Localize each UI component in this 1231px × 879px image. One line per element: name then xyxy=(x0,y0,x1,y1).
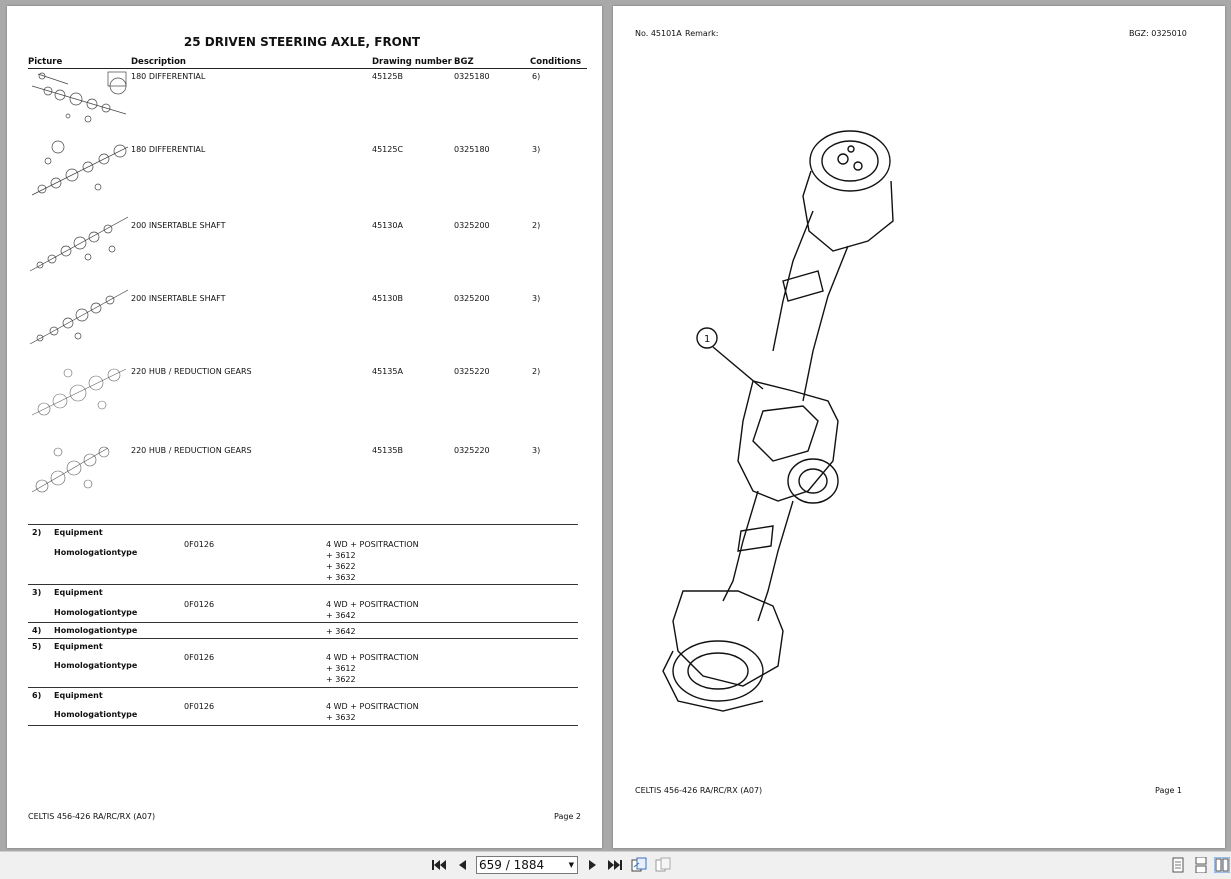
fit-width-icon[interactable] xyxy=(654,856,672,874)
row-bgz: 0325220 xyxy=(454,446,490,455)
two-page-view-icon[interactable] xyxy=(1214,857,1230,873)
row-drawing-number: 45125C xyxy=(372,145,404,154)
first-page-icon[interactable] xyxy=(430,856,448,874)
row-condition: 3) xyxy=(532,145,541,154)
page-title: 25 DRIVEN STEERING AXLE, FRONT xyxy=(183,35,421,49)
bgz-label: BGZ: 0325010 xyxy=(1129,29,1187,38)
exploded-differential-thumbnail[interactable] xyxy=(28,64,130,126)
callout-number: 1 xyxy=(704,334,711,345)
condition-value: 4 WD + POSITRACTION xyxy=(326,540,419,549)
condition-homologation-label: Homologationtype xyxy=(54,626,138,635)
condition-equipment-label: Equipment xyxy=(54,528,103,537)
footer-page-number: Page 1 xyxy=(1155,786,1182,795)
condition-homologation-label: Homologationtype xyxy=(54,548,138,557)
row-drawing-number: 45135A xyxy=(372,367,403,376)
col-header-drawing-number: Drawing number xyxy=(372,57,452,67)
row-description: 220 HUB / REDUCTION GEARS xyxy=(131,446,252,455)
last-page-icon[interactable] xyxy=(606,856,624,874)
footer-page-number: Page 2 xyxy=(554,812,581,821)
exploded-differential-thumbnail[interactable] xyxy=(28,137,130,199)
condition-value: 4 WD + POSITRACTION xyxy=(326,653,419,662)
single-page-view-icon[interactable] xyxy=(1171,857,1185,873)
page-indicator: 659 / 1884 xyxy=(479,858,545,872)
row-description: 200 INSERTABLE SHAFT xyxy=(131,221,226,230)
col-header-conditions: Conditions xyxy=(530,57,582,67)
fit-page-icon[interactable] xyxy=(630,856,648,874)
condition-value: + 3642 xyxy=(326,611,356,620)
condition-value: + 3632 xyxy=(326,713,356,722)
condition-number: 6) xyxy=(32,691,42,700)
table-row[interactable] xyxy=(7,367,602,437)
condition-value: 4 WD + POSITRACTION xyxy=(326,702,419,711)
condition-code: 0F0126 xyxy=(184,653,215,662)
table-row[interactable] xyxy=(7,72,602,142)
table-row[interactable] xyxy=(7,221,602,291)
row-condition: 2) xyxy=(532,367,541,376)
condition-equipment-label: Equipment xyxy=(54,642,103,651)
insertable-shaft-thumbnail[interactable] xyxy=(28,286,130,348)
next-page-icon[interactable] xyxy=(584,856,602,874)
table-row[interactable] xyxy=(7,294,602,364)
condition-homologation-label: Homologationtype xyxy=(54,608,138,617)
footer-model: CELTIS 456-426 RA/RC/RX (A07) xyxy=(28,812,156,821)
chevron-down-icon[interactable]: ▼ xyxy=(568,861,574,869)
table-row[interactable] xyxy=(7,145,602,215)
insertable-shaft-thumbnail[interactable] xyxy=(28,213,130,275)
row-bgz: 0325180 xyxy=(454,145,490,154)
remark-label: Remark: xyxy=(685,29,719,38)
condition-value: + 3612 xyxy=(326,664,356,673)
hub-reduction-gears-thumbnail[interactable] xyxy=(28,438,130,500)
condition-code: 0F0126 xyxy=(184,600,215,609)
viewer-toolbar xyxy=(0,851,1231,879)
col-header-bgz: BGZ xyxy=(454,57,474,67)
footer-model: CELTIS 456-426 RA/RC/RX (A07) xyxy=(635,786,763,795)
col-header-description: Description xyxy=(131,57,186,67)
condition-value: + 3622 xyxy=(326,562,356,571)
condition-number: 5) xyxy=(32,642,42,651)
continuous-view-icon[interactable] xyxy=(1194,857,1208,873)
row-condition: 2) xyxy=(532,221,541,230)
condition-value: + 3642 xyxy=(326,627,356,636)
page-number-input[interactable] xyxy=(476,856,578,874)
condition-number: 3) xyxy=(32,588,42,597)
table-row[interactable] xyxy=(7,446,602,516)
row-drawing-number: 45130A xyxy=(372,221,403,230)
condition-value: + 3632 xyxy=(326,573,356,582)
row-condition: 3) xyxy=(532,294,541,303)
row-description: 180 DIFFERENTIAL xyxy=(131,72,206,81)
row-bgz: 0325180 xyxy=(454,72,490,81)
parts-list-page xyxy=(7,6,602,848)
condition-number: 2) xyxy=(32,528,42,537)
condition-homologation-label: Homologationtype xyxy=(54,710,138,719)
row-bgz: 0325200 xyxy=(454,221,490,230)
row-drawing-number: 45135B xyxy=(372,446,403,455)
row-bgz: 0325220 xyxy=(454,367,490,376)
row-description: 220 HUB / REDUCTION GEARS xyxy=(131,367,252,376)
prev-page-icon[interactable] xyxy=(453,856,471,874)
axle-drawing xyxy=(643,121,903,721)
condition-value: 4 WD + POSITRACTION xyxy=(326,600,419,609)
condition-equipment-label: Equipment xyxy=(54,691,103,700)
hub-reduction-gears-thumbnail[interactable] xyxy=(28,359,130,421)
condition-equipment-label: Equipment xyxy=(54,588,103,597)
row-description: 180 DIFFERENTIAL xyxy=(131,145,206,154)
condition-code: 0F0126 xyxy=(184,540,215,549)
row-condition: 6) xyxy=(532,72,541,81)
condition-code: 0F0126 xyxy=(184,702,215,711)
row-condition: 3) xyxy=(532,446,541,455)
condition-value: + 3612 xyxy=(326,551,356,560)
row-drawing-number: 45130B xyxy=(372,294,403,303)
condition-number: 4) xyxy=(32,626,42,635)
row-bgz: 0325200 xyxy=(454,294,490,303)
row-description: 200 INSERTABLE SHAFT xyxy=(131,294,226,303)
condition-value: + 3622 xyxy=(326,675,356,684)
drawing-number: No. 45101A xyxy=(635,29,682,38)
condition-homologation-label: Homologationtype xyxy=(54,661,138,670)
col-header-picture: Picture xyxy=(28,57,63,67)
drawing-page xyxy=(613,6,1225,848)
row-drawing-number: 45125B xyxy=(372,72,403,81)
